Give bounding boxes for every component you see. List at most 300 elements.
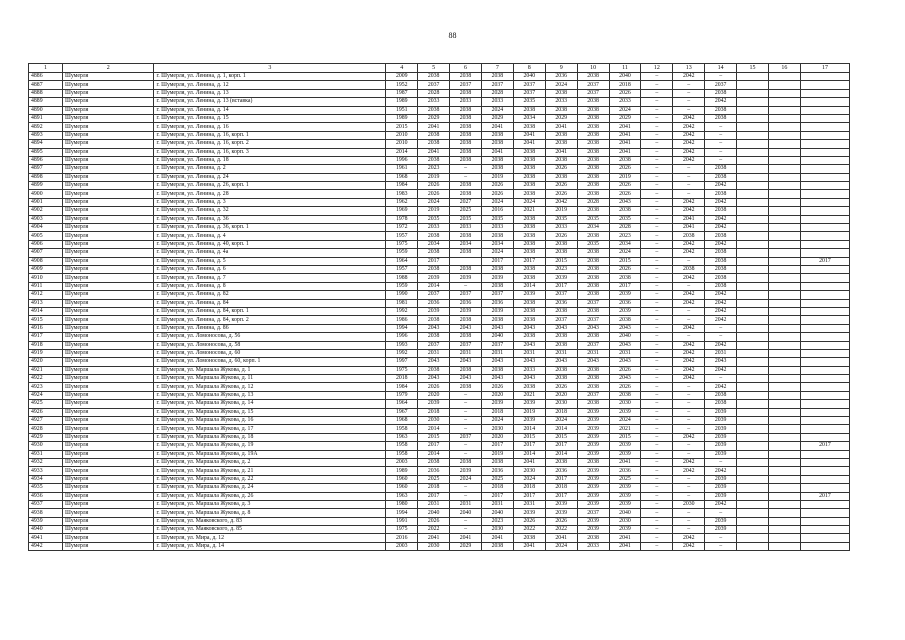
table-cell: 2014 <box>545 425 577 433</box>
table-cell: 2042 <box>673 366 705 374</box>
table-cell: 2038 <box>513 316 545 324</box>
table-cell <box>768 400 800 408</box>
table-cell: 2030 <box>513 467 545 475</box>
table-cell <box>737 517 769 525</box>
table-cell: Шумерля <box>63 291 154 299</box>
table-cell: – <box>641 333 673 341</box>
table-cell: 2038 <box>481 131 513 139</box>
table-cell: Шумерля <box>63 484 154 492</box>
table-cell: г. Шумерля, ул. Маршала Жукова, д. 3 <box>154 500 386 508</box>
table-cell: 2038 <box>609 274 641 282</box>
table-cell <box>737 534 769 542</box>
table-row <box>29 265 850 273</box>
table-cell: 2041 <box>673 224 705 232</box>
table-cell: Шумерля <box>63 114 154 122</box>
table-cell <box>737 123 769 131</box>
table-cell: 1992 <box>386 307 418 315</box>
table-cell <box>737 257 769 265</box>
table-cell: 2026 <box>545 517 577 525</box>
table-cell <box>800 173 849 181</box>
table-cell <box>768 265 800 273</box>
table-cell: 2039 <box>418 274 450 282</box>
table-cell <box>800 198 849 206</box>
table-cell: 2038 <box>450 383 482 391</box>
table-cell: 2043 <box>577 324 609 332</box>
table-cell: 2038 <box>450 148 482 156</box>
table-cell: 1957 <box>386 232 418 240</box>
table-cell <box>737 492 769 500</box>
table-cell: Шумерля <box>63 274 154 282</box>
table-cell: 2042 <box>673 131 705 139</box>
table-cell: 2042 <box>705 467 737 475</box>
table-cell: 2042 <box>673 349 705 357</box>
table-cell: 4918 <box>29 341 63 349</box>
table-cell: 2038 <box>577 148 609 156</box>
column-header: 10 <box>577 64 609 73</box>
table-cell: – <box>673 182 705 190</box>
table-cell: – <box>641 375 673 383</box>
table-cell: 1986 <box>386 316 418 324</box>
table-cell <box>800 190 849 198</box>
table-cell: 1975 <box>386 366 418 374</box>
table-row <box>29 131 850 139</box>
table-cell: 2040 <box>513 73 545 81</box>
table-cell: 2030 <box>418 542 450 550</box>
table-cell <box>737 475 769 483</box>
table-cell <box>768 349 800 357</box>
table-cell: 2039 <box>705 442 737 450</box>
table-cell: 2039 <box>450 307 482 315</box>
table-cell: 2033 <box>418 224 450 232</box>
table-cell: 2038 <box>545 307 577 315</box>
table-cell <box>768 542 800 550</box>
table-cell <box>800 73 849 81</box>
table-cell: Шумерля <box>63 182 154 190</box>
table-cell <box>800 165 849 173</box>
table-cell: – <box>673 526 705 534</box>
table-cell: 2038 <box>577 156 609 164</box>
table-cell <box>768 391 800 399</box>
table-cell: 2026 <box>481 182 513 190</box>
table-cell: 2038 <box>577 190 609 198</box>
table-cell: 2026 <box>545 232 577 240</box>
table-cell <box>737 425 769 433</box>
table-cell: 2042 <box>673 534 705 542</box>
table-cell: 4895 <box>29 148 63 156</box>
table-cell: – <box>641 299 673 307</box>
table-cell: 4894 <box>29 140 63 148</box>
table-cell: 2036 <box>609 299 641 307</box>
table-cell: 4925 <box>29 400 63 408</box>
table-cell: 2025 <box>450 207 482 215</box>
table-cell: 2026 <box>418 383 450 391</box>
table-cell: 2026 <box>545 190 577 198</box>
table-cell: 4906 <box>29 240 63 248</box>
page-number: 88 <box>448 31 457 40</box>
table-cell: 1952 <box>386 81 418 89</box>
column-header: 15 <box>737 64 769 73</box>
table-cell: 2038 <box>513 182 545 190</box>
table-cell: 4904 <box>29 224 63 232</box>
table-row <box>29 257 850 265</box>
table-cell: 2037 <box>577 509 609 517</box>
table-cell <box>800 400 849 408</box>
table-cell: 2003 <box>386 542 418 550</box>
table-cell <box>800 265 849 273</box>
table-cell <box>737 484 769 492</box>
table-cell: 2038 <box>577 165 609 173</box>
table-cell: 2017 <box>545 442 577 450</box>
table-cell: 2033 <box>577 542 609 550</box>
table-cell: 4905 <box>29 232 63 240</box>
table-cell: 2038 <box>418 232 450 240</box>
table-cell: 1984 <box>386 182 418 190</box>
table-row <box>29 542 850 550</box>
table-cell: – <box>641 81 673 89</box>
table-cell: Шумерля <box>63 467 154 475</box>
table-cell: – <box>673 400 705 408</box>
table-cell: 2015 <box>545 257 577 265</box>
table-cell: 4900 <box>29 190 63 198</box>
table-cell: 1968 <box>386 173 418 181</box>
table-cell: Шумерля <box>63 140 154 148</box>
table-cell: 4941 <box>29 534 63 542</box>
table-cell: 2042 <box>705 299 737 307</box>
table-cell: 2039 <box>577 433 609 441</box>
table-row <box>29 81 850 89</box>
table-cell: 2034 <box>577 224 609 232</box>
table-cell: 1962 <box>386 198 418 206</box>
table-cell <box>768 341 800 349</box>
table-cell: Шумерля <box>63 417 154 425</box>
table-row <box>29 106 850 114</box>
table-cell: Шумерля <box>63 509 154 517</box>
table-cell <box>737 249 769 257</box>
table-cell: 4899 <box>29 182 63 190</box>
table-cell: – <box>641 425 673 433</box>
table-cell: 2042 <box>705 307 737 315</box>
table-cell <box>800 148 849 156</box>
table-cell <box>737 207 769 215</box>
column-header: 4 <box>386 64 418 73</box>
table-cell: 2017 <box>481 492 513 500</box>
table-cell: 2033 <box>481 98 513 106</box>
table-row <box>29 425 850 433</box>
table-cell: г. Шумерля, ул. Маршала Жукова, д. 19 <box>154 442 386 450</box>
table-row <box>29 484 850 492</box>
table-cell: 2036 <box>418 299 450 307</box>
table-cell: 2040 <box>609 73 641 81</box>
table-cell: 2019 <box>481 450 513 458</box>
table-cell: 2031 <box>450 500 482 508</box>
table-cell <box>737 408 769 416</box>
table-cell <box>737 140 769 148</box>
table-cell: 1975 <box>386 240 418 248</box>
table-cell <box>800 224 849 232</box>
table-cell <box>768 98 800 106</box>
table-cell: 4930 <box>29 442 63 450</box>
table-cell: 1959 <box>386 249 418 257</box>
table-cell: – <box>705 458 737 466</box>
table-cell: Шумерля <box>63 249 154 257</box>
table-cell: – <box>641 307 673 315</box>
table-cell: 2039 <box>609 450 641 458</box>
table-cell <box>800 299 849 307</box>
table-cell: 2029 <box>418 114 450 122</box>
table-row <box>29 207 850 215</box>
table-cell <box>800 316 849 324</box>
table-row <box>29 467 850 475</box>
table-cell: 2026 <box>481 383 513 391</box>
table-row <box>29 400 850 408</box>
table-cell: 1992 <box>386 349 418 357</box>
table-cell: 2042 <box>705 240 737 248</box>
table-row <box>29 316 850 324</box>
table-cell: 2039 <box>513 417 545 425</box>
table-cell: 4889 <box>29 98 63 106</box>
table-cell: 2038 <box>545 89 577 97</box>
table-cell: 2043 <box>513 341 545 349</box>
table-cell: 2020 <box>418 391 450 399</box>
table-cell <box>737 165 769 173</box>
table-cell: г. Шумерля, ул. Маршала Жукова, д. 16 <box>154 417 386 425</box>
table-cell: 2026 <box>609 190 641 198</box>
table-cell: 2034 <box>609 240 641 248</box>
table-cell: 2038 <box>545 240 577 248</box>
table-cell: 2037 <box>481 291 513 299</box>
table-cell <box>737 156 769 164</box>
table-cell: Шумерля <box>63 542 154 550</box>
table-cell: 2039 <box>609 526 641 534</box>
table-cell: 2039 <box>705 475 737 483</box>
table-cell <box>800 349 849 357</box>
table-cell: – <box>641 467 673 475</box>
table-cell: Шумерля <box>63 307 154 315</box>
table-cell: 2028 <box>577 198 609 206</box>
table-cell: 2024 <box>545 417 577 425</box>
table-cell: 2038 <box>513 148 545 156</box>
table-cell <box>800 526 849 534</box>
table-cell: 1960 <box>386 475 418 483</box>
table-cell <box>737 98 769 106</box>
table-cell: 2043 <box>450 324 482 332</box>
table-row <box>29 249 850 257</box>
table-cell: 2009 <box>386 73 418 81</box>
table-row <box>29 148 850 156</box>
table-row <box>29 324 850 332</box>
table-cell: 4896 <box>29 156 63 164</box>
table-cell: г. Шумерля, ул. Маршала Жукова, д. 24 <box>154 484 386 492</box>
table-cell: 2039 <box>577 484 609 492</box>
table-cell: 2037 <box>545 291 577 299</box>
table-cell <box>737 265 769 273</box>
table-cell: 2014 <box>418 450 450 458</box>
table-row <box>29 500 850 508</box>
table-cell: 2038 <box>577 282 609 290</box>
table-cell: 2038 <box>577 274 609 282</box>
table-cell: г. Шумерля, ул. Ленина, д. 16 <box>154 123 386 131</box>
table-cell: 2038 <box>705 89 737 97</box>
table-cell: 1961 <box>386 165 418 173</box>
table-cell: Шумерля <box>63 207 154 215</box>
table-cell: 2039 <box>513 291 545 299</box>
table-cell: 2038 <box>577 534 609 542</box>
table-cell: г. Шумерля, ул. Маршала Жукова, д. 11 <box>154 375 386 383</box>
table-cell: 4942 <box>29 542 63 550</box>
table-cell: г. Шумерля, ул. Ломоносова, д. 56 <box>154 333 386 341</box>
table-cell: 2037 <box>577 341 609 349</box>
table-cell <box>800 475 849 483</box>
table-cell: г. Шумерля, ул. Ленина, д. 2 <box>154 165 386 173</box>
table-cell: 2025 <box>481 475 513 483</box>
table-cell: 2017 <box>513 492 545 500</box>
table-cell: Шумерля <box>63 425 154 433</box>
table-cell: 2038 <box>450 458 482 466</box>
table-cell <box>737 349 769 357</box>
table-cell: 4923 <box>29 383 63 391</box>
table-cell <box>768 316 800 324</box>
table-cell: – <box>641 156 673 164</box>
table-cell: 2038 <box>545 366 577 374</box>
table-cell: 2043 <box>609 358 641 366</box>
table-cell: г. Шумерля, ул. Ломоносова, д. 60, корп. 1 <box>154 358 386 366</box>
table-cell <box>737 400 769 408</box>
table-row <box>29 282 850 290</box>
table-cell: – <box>641 417 673 425</box>
table-cell: 2026 <box>545 165 577 173</box>
table-cell: 2017 <box>545 475 577 483</box>
table-cell <box>737 73 769 81</box>
table-row <box>29 156 850 164</box>
table-cell: 2038 <box>577 114 609 122</box>
table-cell: – <box>673 509 705 517</box>
table-cell: 2039 <box>577 475 609 483</box>
table-cell: 2038 <box>450 156 482 164</box>
table-cell: 4917 <box>29 333 63 341</box>
table-cell: 2018 <box>545 408 577 416</box>
table-cell <box>737 148 769 156</box>
table-cell: 2038 <box>513 307 545 315</box>
table-cell: Шумерля <box>63 349 154 357</box>
table-cell: 4914 <box>29 307 63 315</box>
table-cell: г. Шумерля, ул. Маяковского, д. 85 <box>154 526 386 534</box>
table-cell: 2015 <box>513 433 545 441</box>
table-cell: 2038 <box>481 232 513 240</box>
table-cell: г. Шумерля, ул. Ленина, д. 4 <box>154 232 386 240</box>
table-cell: – <box>641 240 673 248</box>
table-cell: 4912 <box>29 291 63 299</box>
table-cell <box>768 458 800 466</box>
table-cell: 2024 <box>545 542 577 550</box>
table-cell <box>768 156 800 164</box>
table-cell: 2038 <box>418 140 450 148</box>
table-cell: 2042 <box>673 458 705 466</box>
column-number-row <box>29 64 850 73</box>
table-cell: – <box>641 198 673 206</box>
table-cell: 2018 <box>513 484 545 492</box>
table-cell: 2033 <box>609 98 641 106</box>
table-cell: 2039 <box>609 307 641 315</box>
table-cell: 2038 <box>481 458 513 466</box>
table-cell: 2038 <box>481 73 513 81</box>
table-cell: 2038 <box>577 232 609 240</box>
table-cell: 2026 <box>609 89 641 97</box>
table-cell: – <box>641 73 673 81</box>
table-cell: – <box>641 207 673 215</box>
table-cell: 2038 <box>513 106 545 114</box>
table-cell: 2017 <box>513 442 545 450</box>
table-cell <box>768 131 800 139</box>
table-cell: – <box>673 282 705 290</box>
table-cell: 2038 <box>705 257 737 265</box>
table-cell: 4938 <box>29 509 63 517</box>
table-cell: 2019 <box>481 173 513 181</box>
table-cell: 2042 <box>673 240 705 248</box>
table-cell: 2039 <box>577 517 609 525</box>
table-cell: г. Шумерля, ул. Ломоносова, д. 60 <box>154 349 386 357</box>
column-header: 13 <box>673 64 705 73</box>
table-cell <box>768 165 800 173</box>
table-cell: – <box>641 140 673 148</box>
table-cell <box>737 131 769 139</box>
table-cell: 2038 <box>481 156 513 164</box>
table-cell: 1989 <box>386 98 418 106</box>
table-cell: – <box>705 534 737 542</box>
table-cell: 2042 <box>673 207 705 215</box>
table-cell: Шумерля <box>63 534 154 542</box>
table-cell: 1963 <box>386 492 418 500</box>
table-cell: 2038 <box>545 106 577 114</box>
table-cell: Шумерля <box>63 123 154 131</box>
table-cell: 2038 <box>450 190 482 198</box>
table-cell: 2036 <box>609 467 641 475</box>
table-cell: 2024 <box>481 106 513 114</box>
column-header: 17 <box>800 64 849 73</box>
table-cell: 2026 <box>418 182 450 190</box>
table-cell: 2030 <box>609 400 641 408</box>
table-cell: 2038 <box>545 131 577 139</box>
table-cell: 2038 <box>513 156 545 164</box>
table-cell: – <box>705 542 737 550</box>
table-cell: 2038 <box>418 458 450 466</box>
table-cell: Шумерля <box>63 173 154 181</box>
table-cell: 2026 <box>609 182 641 190</box>
table-cell: 4926 <box>29 408 63 416</box>
column-header: 3 <box>154 64 386 73</box>
table-cell: 2026 <box>609 366 641 374</box>
table-row <box>29 349 850 357</box>
table-cell: – <box>641 274 673 282</box>
table-cell: 4890 <box>29 106 63 114</box>
table-cell: 2040 <box>450 509 482 517</box>
table-cell: 2039 <box>705 450 737 458</box>
table-cell: – <box>450 425 482 433</box>
table-cell: 2041 <box>609 148 641 156</box>
table-row <box>29 140 850 148</box>
table-cell: – <box>705 156 737 164</box>
table-cell <box>800 375 849 383</box>
table-cell: 2038 <box>577 257 609 265</box>
table-cell <box>800 484 849 492</box>
table-cell: 2038 <box>418 73 450 81</box>
table-cell: 4901 <box>29 198 63 206</box>
table-cell: 2025 <box>609 475 641 483</box>
table-cell: 2042 <box>673 341 705 349</box>
table-row <box>29 89 850 97</box>
table-cell: 2041 <box>513 542 545 550</box>
table-cell: г. Шумерля, ул. Ленина, д. 1, корп. 1 <box>154 73 386 81</box>
table-cell: – <box>673 173 705 181</box>
